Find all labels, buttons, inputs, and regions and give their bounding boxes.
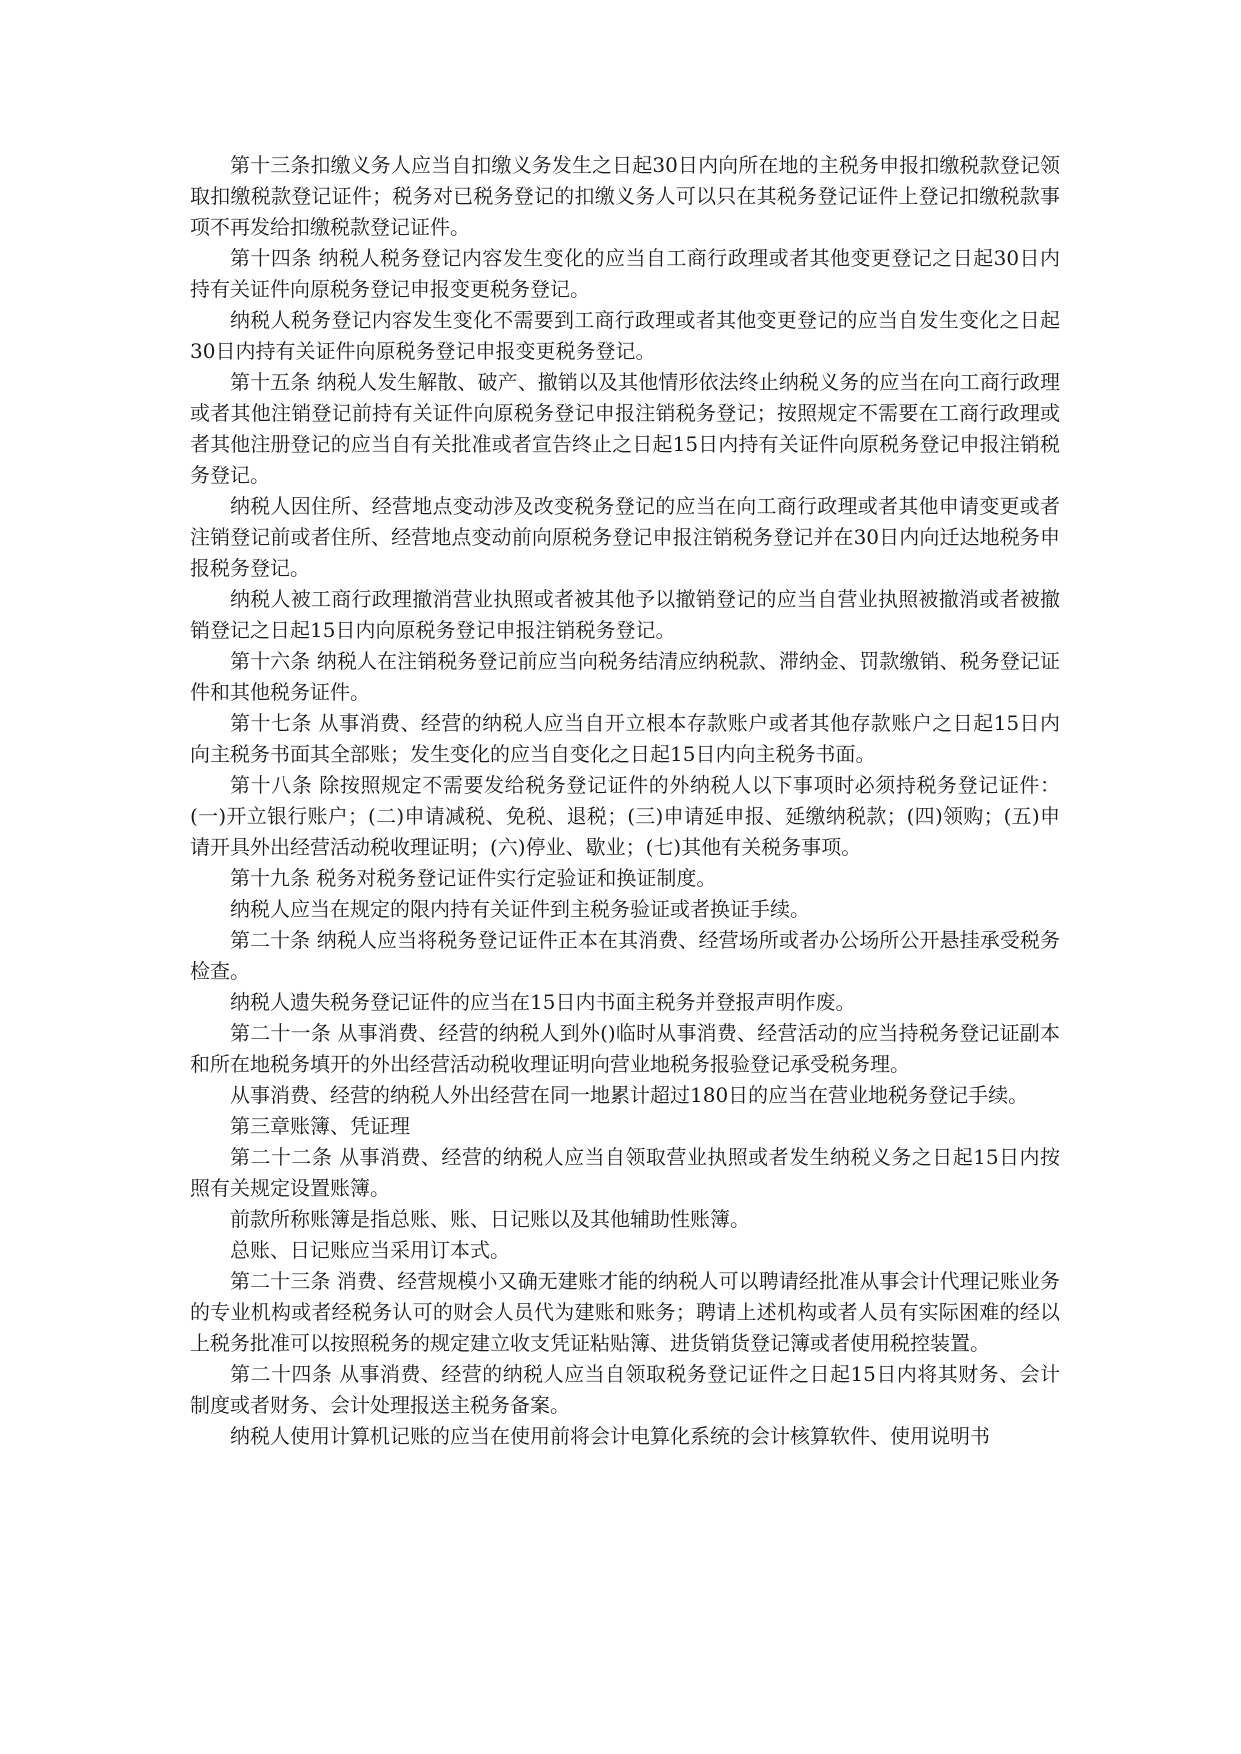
paragraph: 从事消费、经营的纳税人外出经营在同一地累计超过180日的应当在营业地税务登记手续。 xyxy=(230,1083,1029,1107)
paragraph: 第十四条 纳税人税务登记内容发生变化的应当自工商行政理或者其他变更登记之日起30日内持有关证件向原税务登记申报变更税务登记。 xyxy=(190,246,1060,301)
paragraph: 第二十一条 从事消费、经营的纳税人到外()临时从事消费、经营活动的应当持税务登记证副本和所在地税务填开的外出经营活动税收理证明向营业地税务报验登记承受税务理。 xyxy=(190,1021,1060,1076)
paragraph: 第十六条 纳税人在注销税务登记前应当向税务结清应纳税款、滞纳金、罚款缴销、税务登记证件和其他税务证件。 xyxy=(190,649,1060,704)
paragraph: 第十七条 从事消费、经营的纳税人应当自开立根本存款账户或者其他存款账户之日起15日内向主税务书面其全部账；发生变化的应当自变化之日起15日内向主税务书面。 xyxy=(190,711,1060,766)
paragraph: 纳税人税务登记内容发生变化不需要到工商行政理或者其他变更登记的应当自发生变化之日起30日内持有关证件向原税务登记申报变更税务登记。 xyxy=(190,308,1060,363)
paragraph: 第二十条 纳税人应当将税务登记证件正本在其消费、经营场所或者办公场所公开悬挂承受税务检查。 xyxy=(190,928,1060,983)
paragraph: 纳税人被工商行政理撤消营业执照或者被其他予以撤销登记的应当自营业执照被撤消或者被撤销登记之日起15日内向原税务登记申报注销税务登记。 xyxy=(190,587,1060,642)
paragraph: 第十九条 税务对税务登记证件实行定验证和换证制度。 xyxy=(230,866,717,890)
paragraph: 总账、日记账应当采用订本式。 xyxy=(230,1238,510,1262)
paragraph: 第二十二条 从事消费、经营的纳税人应当自领取营业执照或者发生纳税义务之日起15日内按照有关规定设置账簿。 xyxy=(190,1145,1060,1200)
chapter-heading: 第三章账簿、凭证理 xyxy=(230,1114,410,1138)
paragraph: 纳税人遗失税务登记证件的应当在15日内书面主税务并登报声明作废。 xyxy=(230,990,856,1014)
paragraph: 纳税人应当在规定的限内持有关证件到主税务验证或者换证手续。 xyxy=(230,897,810,921)
paragraph: 第二十三条 消费、经营规模小又确无建账才能的纳税人可以聘请经批准从事会计代理记账业务的专业机构或者经税务认可的财会人员代为建账和账务；聘请上述机构或者人员有实际困难的经以上税务批准可以按照税务的规定建立收支凭证粘贴簿、进货销货登记簿或者使用税控装置。 xyxy=(190,1269,1060,1355)
paragraph: 第十五条 纳税人发生解散、破产、撤销以及其他情形依法终止纳税义务的应当在向工商行政理或者其他注销登记前持有关证件向原税务登记申报注销税务登记；按照规定不需要在工商行政理或者其他注册登记的应当自有关批准或者宣告终止之日起15日内持有关证件向原税务登记申报注销税务登记。 xyxy=(190,370,1060,487)
paragraph: 第二十四条 从事消费、经营的纳税人应当自领取税务登记证件之日起15日内将其财务、会计制度或者财务、会计处理报送主税务备案。 xyxy=(190,1362,1060,1417)
paragraph: 纳税人使用计算机记账的应当在使用前将会计电算化系统的会计核算软件、使用说明书 xyxy=(230,1424,990,1448)
paragraph: 前款所称账簿是指总账、账、日记账以及其他辅助性账簿。 xyxy=(230,1207,750,1231)
paragraph: 第十八条 除按照规定不需要发给税务登记证件的外纳税人以下事项时必须持税务登记证件：(一)开立银行账户；(二)申请减税、免税、退税；(三)申请延申报、延缴纳税款；(四)领购；(五)申请开具外出经营活动税收理证明；(六)停业、歇业；(七)其他有关税务事项。 xyxy=(190,773,1060,859)
paragraph: 纳税人因住所、经营地点变动涉及改变税务登记的应当在向工商行政理或者其他申请变更或者注销登记前或者住所、经营地点变动前向原税务登记申报注销税务登记并在30日内向迁达地税务申报税务登记。 xyxy=(190,494,1060,580)
paragraph: 第十三条扣缴义务人应当自扣缴义务发生之日起30日内向所在地的主税务申报扣缴税款登记领取扣缴税款登记证件；税务对已税务登记的扣缴义务人可以只在其税务登记证件上登记扣缴税款事项不再发给扣缴税款登记证件。 xyxy=(190,153,1060,239)
document-body xyxy=(190,150,1060,1452)
